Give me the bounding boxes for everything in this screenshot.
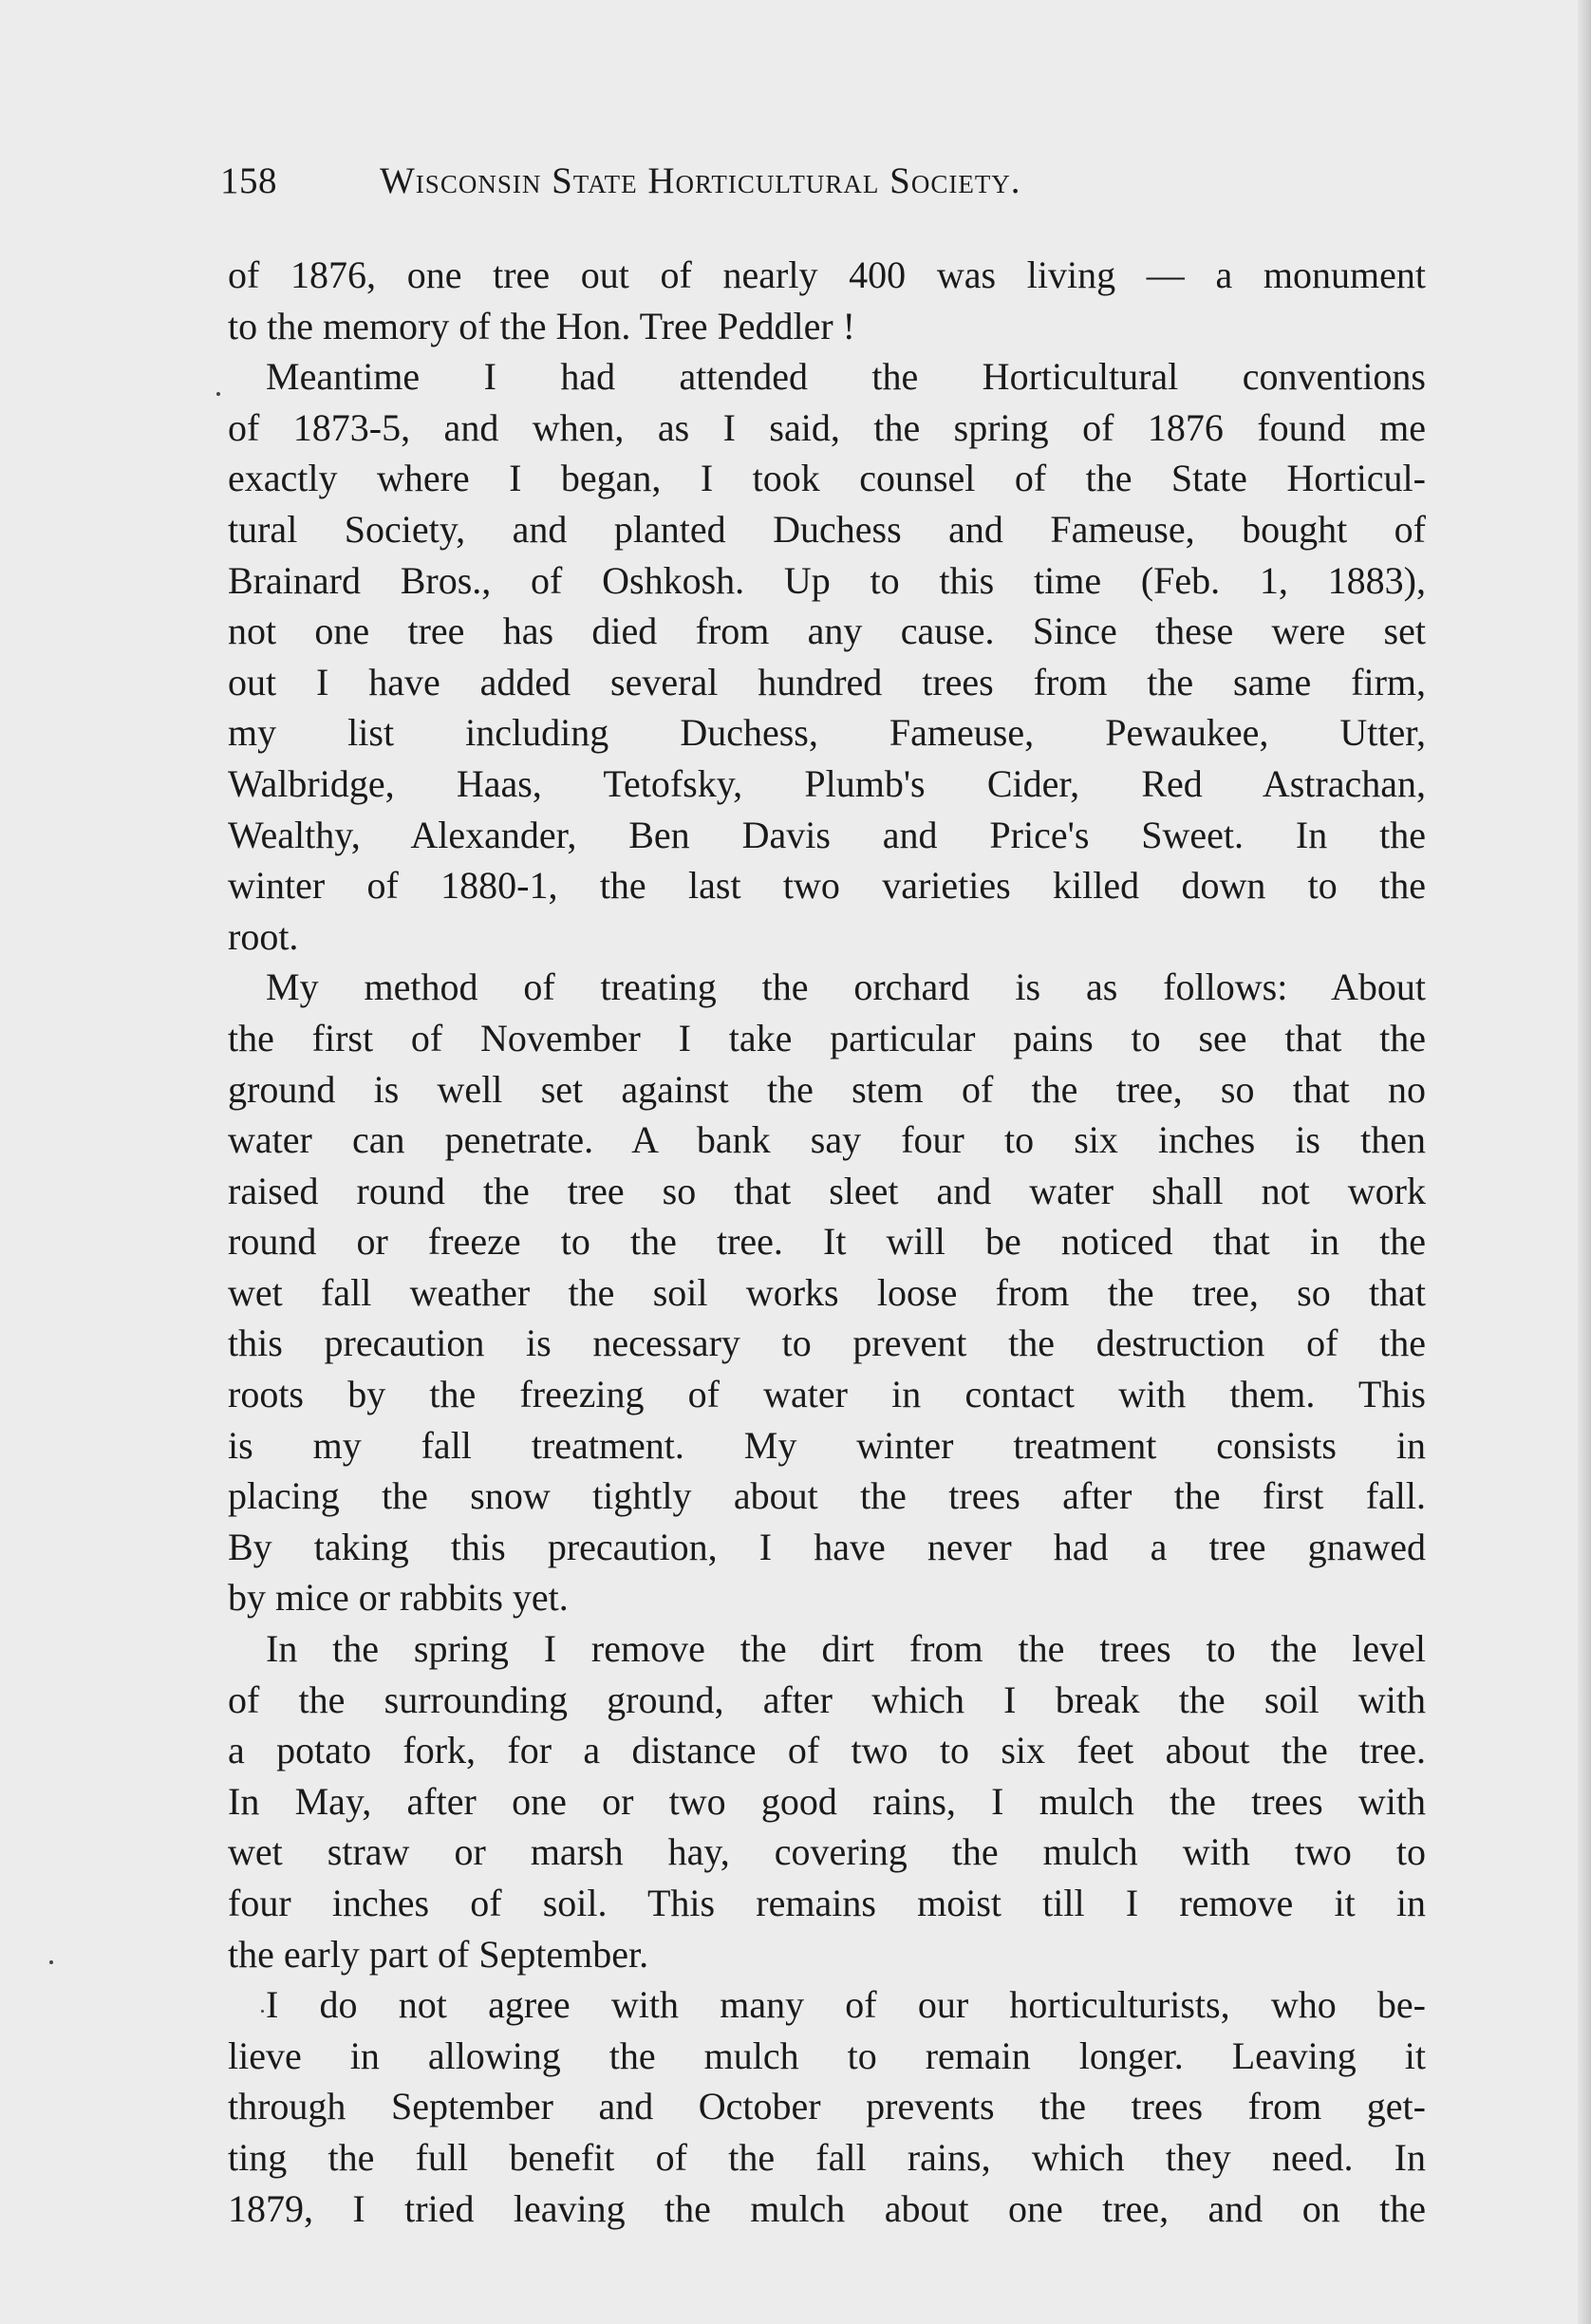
text-line: raised round the tree so that sleet and water shall not work bbox=[228, 1169, 1426, 1212]
text-line: of 1873-5, and when, as I said, the spring of 1876 found me bbox=[228, 405, 1426, 449]
text-line: placing the snow tightly about the trees after the first fall. bbox=[228, 1474, 1426, 1518]
text-line: out I have added several hundred trees from the same firm, bbox=[228, 660, 1426, 703]
text-line: ting the full benefit of the fall rains, which they need. In bbox=[228, 2135, 1426, 2179]
text-line: this precaution is necessary to prevent the destruction of the bbox=[228, 1321, 1426, 1365]
ink-speck bbox=[49, 1960, 53, 1964]
running-title: Wisconsin State Horticultural Society. bbox=[380, 160, 1021, 201]
text-line: by mice or rabbits yet. bbox=[228, 1576, 569, 1620]
paragraph-first-line: In the spring I remove the dirt from the trees to the level bbox=[266, 1627, 1426, 1671]
text-line: of 1876, one tree out of nearly 400 was living — a monument bbox=[228, 253, 1426, 296]
text-line: ground is well set against the stem of the tree, so that no bbox=[228, 1067, 1426, 1111]
paragraph-first-line: I do not agree with many of our horticulturists, who be- bbox=[266, 1983, 1426, 2027]
text-line: my list including Duchess, Fameuse, Pewaukee, Utter, bbox=[228, 711, 1426, 755]
text-line: tural Society, and planted Duchess and Fameuse, bought of bbox=[228, 507, 1426, 551]
text-line: winter of 1880-1, the last two varieties killed down to the bbox=[228, 864, 1426, 908]
text-line: a potato fork, for a distance of two to six feet about the tree. bbox=[228, 1729, 1426, 1772]
page-edge-shadow bbox=[1578, 0, 1591, 2324]
text-line: Wealthy, Alexander, Ben Davis and Price's Sweet. In the bbox=[228, 813, 1426, 856]
text-line: By taking this precaution, I have never had a tree gnawed bbox=[228, 1525, 1426, 1568]
text-line: is my fall treatment. My winter treatment consists in bbox=[228, 1423, 1426, 1467]
text-line: of the surrounding ground, after which I break the soil with bbox=[228, 1677, 1426, 1721]
text-line: Brainard Bros., of Oshkosh. Up to this time (Feb. 1, 1883), bbox=[228, 558, 1426, 602]
body-text bbox=[228, 250, 1426, 2234]
text-line: root. bbox=[228, 914, 299, 958]
text-line: In May, after one or two good rains, I mulch the trees with bbox=[228, 1779, 1426, 1823]
text-line: exactly where I began, I took counsel of the State Horticul- bbox=[228, 457, 1426, 500]
text-line: water can penetrate. A bank say four to six inches is then bbox=[228, 1118, 1426, 1162]
ink-speck bbox=[216, 392, 220, 396]
text-line: Walbridge, Haas, Tetofsky, Plumb's Cider, Red Astrachan, bbox=[228, 761, 1426, 805]
text-line: the first of November I take particular pains to see that the bbox=[228, 1016, 1426, 1059]
text-line: not one tree has died from any cause. Since these were set bbox=[228, 609, 1426, 653]
text-line: wet fall weather the soil works loose from the tree, so that bbox=[228, 1270, 1426, 1314]
paragraph-first-line: Meantime I had attended the Horticultural conventions bbox=[266, 355, 1426, 399]
page-number: 158 bbox=[220, 160, 277, 201]
text-line: to the memory of the Hon. Tree Peddler ! bbox=[228, 304, 855, 347]
text-line: wet straw or marsh hay, covering the mulch with two to bbox=[228, 1830, 1426, 1874]
text-line: 1879, I tried leaving the mulch about one tree, and on the bbox=[228, 2186, 1426, 2230]
text-line: through September and October prevents the trees from get- bbox=[228, 2085, 1426, 2128]
page-header bbox=[220, 159, 1274, 216]
text-line: roots by the freezing of water in contact with them. This bbox=[228, 1373, 1426, 1416]
paragraph-first-line: My method of treating the orchard is as follows: About bbox=[266, 965, 1426, 1009]
text-line: round or freeze to the tree. It will be noticed that in the bbox=[228, 1220, 1426, 1264]
text-line: the early part of September. bbox=[228, 1932, 649, 1976]
ink-speck bbox=[261, 2010, 264, 2013]
text-line: lieve in allowing the mulch to remain longer. Leaving it bbox=[228, 2034, 1426, 2077]
text-line: four inches of soil. This remains moist till I remove it in bbox=[228, 1882, 1426, 1924]
